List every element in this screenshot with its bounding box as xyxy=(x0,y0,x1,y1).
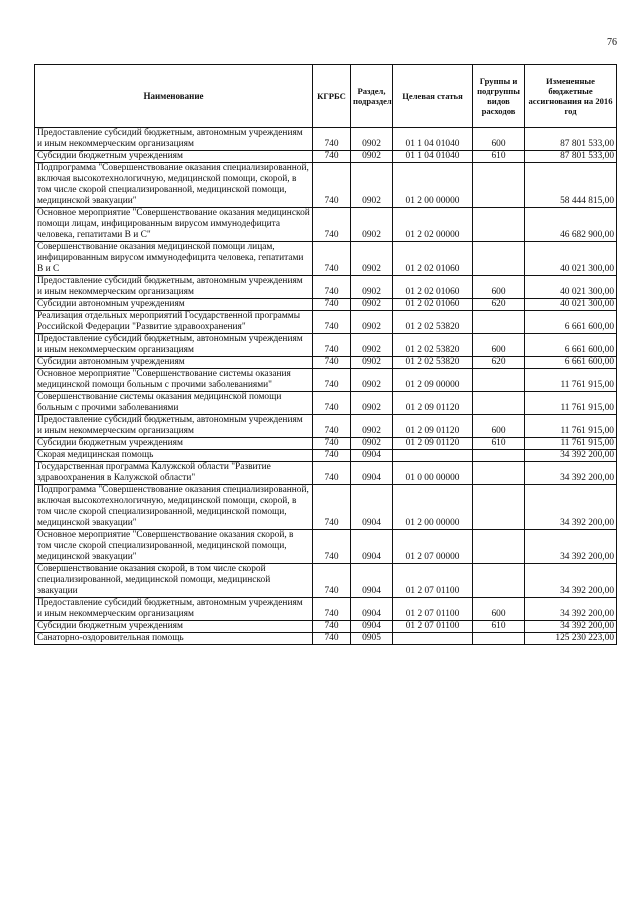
cell-section: 0902 xyxy=(351,276,393,299)
cell-target: 01 2 02 00000 xyxy=(393,208,473,242)
cell-amount: 11 761 915,00 xyxy=(525,415,617,438)
cell-group xyxy=(473,208,525,242)
cell-target: 01 2 09 01120 xyxy=(393,415,473,438)
cell-section: 0904 xyxy=(351,530,393,564)
cell-section: 0902 xyxy=(351,369,393,392)
table-row xyxy=(35,128,617,151)
table-row xyxy=(35,530,617,564)
cell-section: 0902 xyxy=(351,415,393,438)
cell-section: 0904 xyxy=(351,462,393,485)
cell-section: 0902 xyxy=(351,242,393,276)
cell-group xyxy=(473,564,525,598)
cell-kgrbs: 740 xyxy=(313,369,351,392)
cell-kgrbs: 740 xyxy=(313,151,351,163)
table-row xyxy=(35,357,617,369)
column-header-group: Группы и подгруппы видов расходов xyxy=(473,65,525,128)
page-number: 76 xyxy=(607,37,617,48)
cell-group: 610 xyxy=(473,621,525,633)
cell-target: 01 2 07 00000 xyxy=(393,530,473,564)
cell-name: Подпрограмма "Совершенствование оказания специализированной, включая высокотехнологичную, медицинской помощи, скорой, в том числе скорой специализированной, медицинской помощи, медицинской эвакуации" xyxy=(35,163,313,208)
cell-amount: 87 801 533,00 xyxy=(525,128,617,151)
cell-name: Предоставление субсидий бюджетным, автономным учреждениям и иным некоммерческим организациям xyxy=(35,276,313,299)
cell-group: 600 xyxy=(473,128,525,151)
cell-name: Субсидии бюджетным учреждениям xyxy=(35,438,313,450)
cell-group xyxy=(473,530,525,564)
cell-target: 01 2 02 53820 xyxy=(393,357,473,369)
cell-group xyxy=(473,462,525,485)
cell-group: 610 xyxy=(473,151,525,163)
cell-name: Санаторно-оздоровительная помощь xyxy=(35,633,313,645)
cell-kgrbs: 740 xyxy=(313,357,351,369)
column-header-amount: Измененные бюджетные ассигнования на 2016 год xyxy=(525,65,617,128)
budget-table xyxy=(34,64,617,645)
cell-target: 01 2 07 01100 xyxy=(393,564,473,598)
cell-target: 01 2 02 01060 xyxy=(393,276,473,299)
cell-kgrbs: 740 xyxy=(313,564,351,598)
cell-group: 600 xyxy=(473,334,525,357)
cell-group: 620 xyxy=(473,357,525,369)
cell-kgrbs: 740 xyxy=(313,530,351,564)
cell-section: 0902 xyxy=(351,128,393,151)
cell-amount: 58 444 815,00 xyxy=(525,163,617,208)
cell-kgrbs: 740 xyxy=(313,276,351,299)
cell-amount: 40 021 300,00 xyxy=(525,242,617,276)
cell-amount: 11 761 915,00 xyxy=(525,369,617,392)
cell-group xyxy=(473,633,525,645)
cell-amount: 34 392 200,00 xyxy=(525,564,617,598)
cell-section: 0902 xyxy=(351,334,393,357)
cell-name: Основное мероприятие "Совершенствование оказания медицинской помощи лицам, инфицированным вирусом иммунодефицита человека, гепатитами В и С" xyxy=(35,208,313,242)
cell-target: 01 2 00 00000 xyxy=(393,163,473,208)
cell-group xyxy=(473,450,525,462)
cell-amount: 11 761 915,00 xyxy=(525,438,617,450)
cell-name: Скорая медицинская помощь xyxy=(35,450,313,462)
cell-kgrbs: 740 xyxy=(313,299,351,311)
cell-name: Предоставление субсидий бюджетным, автономным учреждениям и иным некоммерческим организациям xyxy=(35,334,313,357)
cell-name: Субсидии автономным учреждениям xyxy=(35,357,313,369)
cell-amount: 34 392 200,00 xyxy=(525,530,617,564)
cell-name: Подпрограмма "Совершенствование оказания специализированной, включая высокотехнологичную, медицинской помощи, скорой, в том числе скорой специализированной, медицинской помощи, медицинской эвакуации" xyxy=(35,485,313,530)
cell-section: 0904 xyxy=(351,598,393,621)
table-row xyxy=(35,621,617,633)
cell-name: Предоставление субсидий бюджетным, автономным учреждениям и иным некоммерческим организациям xyxy=(35,415,313,438)
cell-kgrbs: 740 xyxy=(313,415,351,438)
cell-target: 01 2 00 00000 xyxy=(393,485,473,530)
cell-amount: 34 392 200,00 xyxy=(525,621,617,633)
cell-amount: 34 392 200,00 xyxy=(525,450,617,462)
table-row xyxy=(35,450,617,462)
cell-name: Основное мероприятие "Совершенствование оказания скорой, в том числе скорой специализированной, медицинской помощи, медицинской эвакуации" xyxy=(35,530,313,564)
cell-group: 600 xyxy=(473,415,525,438)
cell-section: 0902 xyxy=(351,151,393,163)
table-row xyxy=(35,438,617,450)
cell-amount: 34 392 200,00 xyxy=(525,485,617,530)
table-row xyxy=(35,462,617,485)
cell-amount: 40 021 300,00 xyxy=(525,276,617,299)
cell-kgrbs: 740 xyxy=(313,163,351,208)
cell-target: 01 2 07 01100 xyxy=(393,598,473,621)
cell-group: 600 xyxy=(473,276,525,299)
cell-group xyxy=(473,311,525,334)
table-body xyxy=(35,128,617,645)
cell-group: 610 xyxy=(473,438,525,450)
table-row xyxy=(35,208,617,242)
cell-amount: 40 021 300,00 xyxy=(525,299,617,311)
table-row xyxy=(35,163,617,208)
cell-amount: 6 661 600,00 xyxy=(525,311,617,334)
cell-kgrbs: 740 xyxy=(313,598,351,621)
cell-section: 0904 xyxy=(351,485,393,530)
cell-name: Субсидии бюджетным учреждениям xyxy=(35,151,313,163)
cell-target: 01 1 04 01040 xyxy=(393,128,473,151)
table-header xyxy=(35,65,617,128)
table-row xyxy=(35,598,617,621)
cell-kgrbs: 740 xyxy=(313,633,351,645)
cell-kgrbs: 740 xyxy=(313,392,351,415)
cell-kgrbs: 740 xyxy=(313,450,351,462)
column-header-kgrbs: КГРБС xyxy=(313,65,351,128)
table-row xyxy=(35,334,617,357)
cell-amount: 87 801 533,00 xyxy=(525,151,617,163)
table-row xyxy=(35,564,617,598)
column-header-target: Целевая статья xyxy=(393,65,473,128)
cell-target xyxy=(393,633,473,645)
table-row xyxy=(35,415,617,438)
cell-group xyxy=(473,485,525,530)
cell-kgrbs: 740 xyxy=(313,311,351,334)
cell-group xyxy=(473,392,525,415)
cell-target: 01 2 02 01060 xyxy=(393,242,473,276)
cell-target: 01 0 00 00000 xyxy=(393,462,473,485)
cell-name: Предоставление субсидий бюджетным, автономным учреждениям и иным некоммерческим организациям xyxy=(35,598,313,621)
cell-name: Субсидии автономным учреждениям xyxy=(35,299,313,311)
table-row xyxy=(35,299,617,311)
cell-section: 0902 xyxy=(351,163,393,208)
cell-group xyxy=(473,163,525,208)
cell-section: 0902 xyxy=(351,438,393,450)
cell-section: 0902 xyxy=(351,357,393,369)
cell-name: Реализация отдельных мероприятий Государственной программы Российской Федерации "Развитие здравоохранения" xyxy=(35,311,313,334)
column-header-section: Раздел, подраздел xyxy=(351,65,393,128)
cell-section: 0904 xyxy=(351,621,393,633)
cell-amount: 11 761 915,00 xyxy=(525,392,617,415)
cell-section: 0905 xyxy=(351,633,393,645)
cell-kgrbs: 740 xyxy=(313,438,351,450)
cell-kgrbs: 740 xyxy=(313,621,351,633)
cell-group xyxy=(473,242,525,276)
cell-section: 0902 xyxy=(351,299,393,311)
table-row xyxy=(35,485,617,530)
cell-group: 600 xyxy=(473,598,525,621)
cell-kgrbs: 740 xyxy=(313,208,351,242)
cell-name: Государственная программа Калужской области "Развитие здравоохранения в Калужской области" xyxy=(35,462,313,485)
cell-amount: 125 230 223,00 xyxy=(525,633,617,645)
cell-kgrbs: 740 xyxy=(313,242,351,276)
cell-amount: 6 661 600,00 xyxy=(525,334,617,357)
cell-amount: 46 682 900,00 xyxy=(525,208,617,242)
cell-section: 0902 xyxy=(351,311,393,334)
cell-target: 01 2 09 00000 xyxy=(393,369,473,392)
table-row xyxy=(35,276,617,299)
table-row xyxy=(35,311,617,334)
table-row xyxy=(35,392,617,415)
table-row xyxy=(35,369,617,392)
cell-name: Совершенствование системы оказания медицинской помощи больным с прочими заболеваниями xyxy=(35,392,313,415)
cell-name: Субсидии бюджетным учреждениям xyxy=(35,621,313,633)
cell-target: 01 1 04 01040 xyxy=(393,151,473,163)
cell-section: 0904 xyxy=(351,450,393,462)
cell-kgrbs: 740 xyxy=(313,334,351,357)
cell-section: 0902 xyxy=(351,208,393,242)
cell-target xyxy=(393,450,473,462)
table-row xyxy=(35,633,617,645)
cell-target: 01 2 09 01120 xyxy=(393,438,473,450)
table-row xyxy=(35,242,617,276)
cell-amount: 6 661 600,00 xyxy=(525,357,617,369)
cell-target: 01 2 07 01100 xyxy=(393,621,473,633)
table-row xyxy=(35,151,617,163)
cell-group: 620 xyxy=(473,299,525,311)
cell-target: 01 2 02 53820 xyxy=(393,334,473,357)
cell-amount: 34 392 200,00 xyxy=(525,462,617,485)
cell-amount: 34 392 200,00 xyxy=(525,598,617,621)
cell-kgrbs: 740 xyxy=(313,485,351,530)
cell-name: Основное мероприятие "Совершенствование системы оказания медицинской помощи больным с прочими заболеваниями" xyxy=(35,369,313,392)
cell-kgrbs: 740 xyxy=(313,128,351,151)
cell-section: 0904 xyxy=(351,564,393,598)
cell-target: 01 2 02 01060 xyxy=(393,299,473,311)
column-header-name: Наименование xyxy=(35,65,313,128)
cell-name: Совершенствование оказания скорой, в том числе скорой специализированной, медицинской помощи, медицинской эвакуации xyxy=(35,564,313,598)
cell-name: Совершенствование оказания медицинской помощи лицам, инфицированным вирусом иммунодефицита человека, гепатитами В и С xyxy=(35,242,313,276)
cell-group xyxy=(473,369,525,392)
cell-name: Предоставление субсидий бюджетным, автономным учреждениям и иным некоммерческим организациям xyxy=(35,128,313,151)
cell-target: 01 2 09 01120 xyxy=(393,392,473,415)
cell-section: 0902 xyxy=(351,392,393,415)
cell-target: 01 2 02 53820 xyxy=(393,311,473,334)
cell-kgrbs: 740 xyxy=(313,462,351,485)
